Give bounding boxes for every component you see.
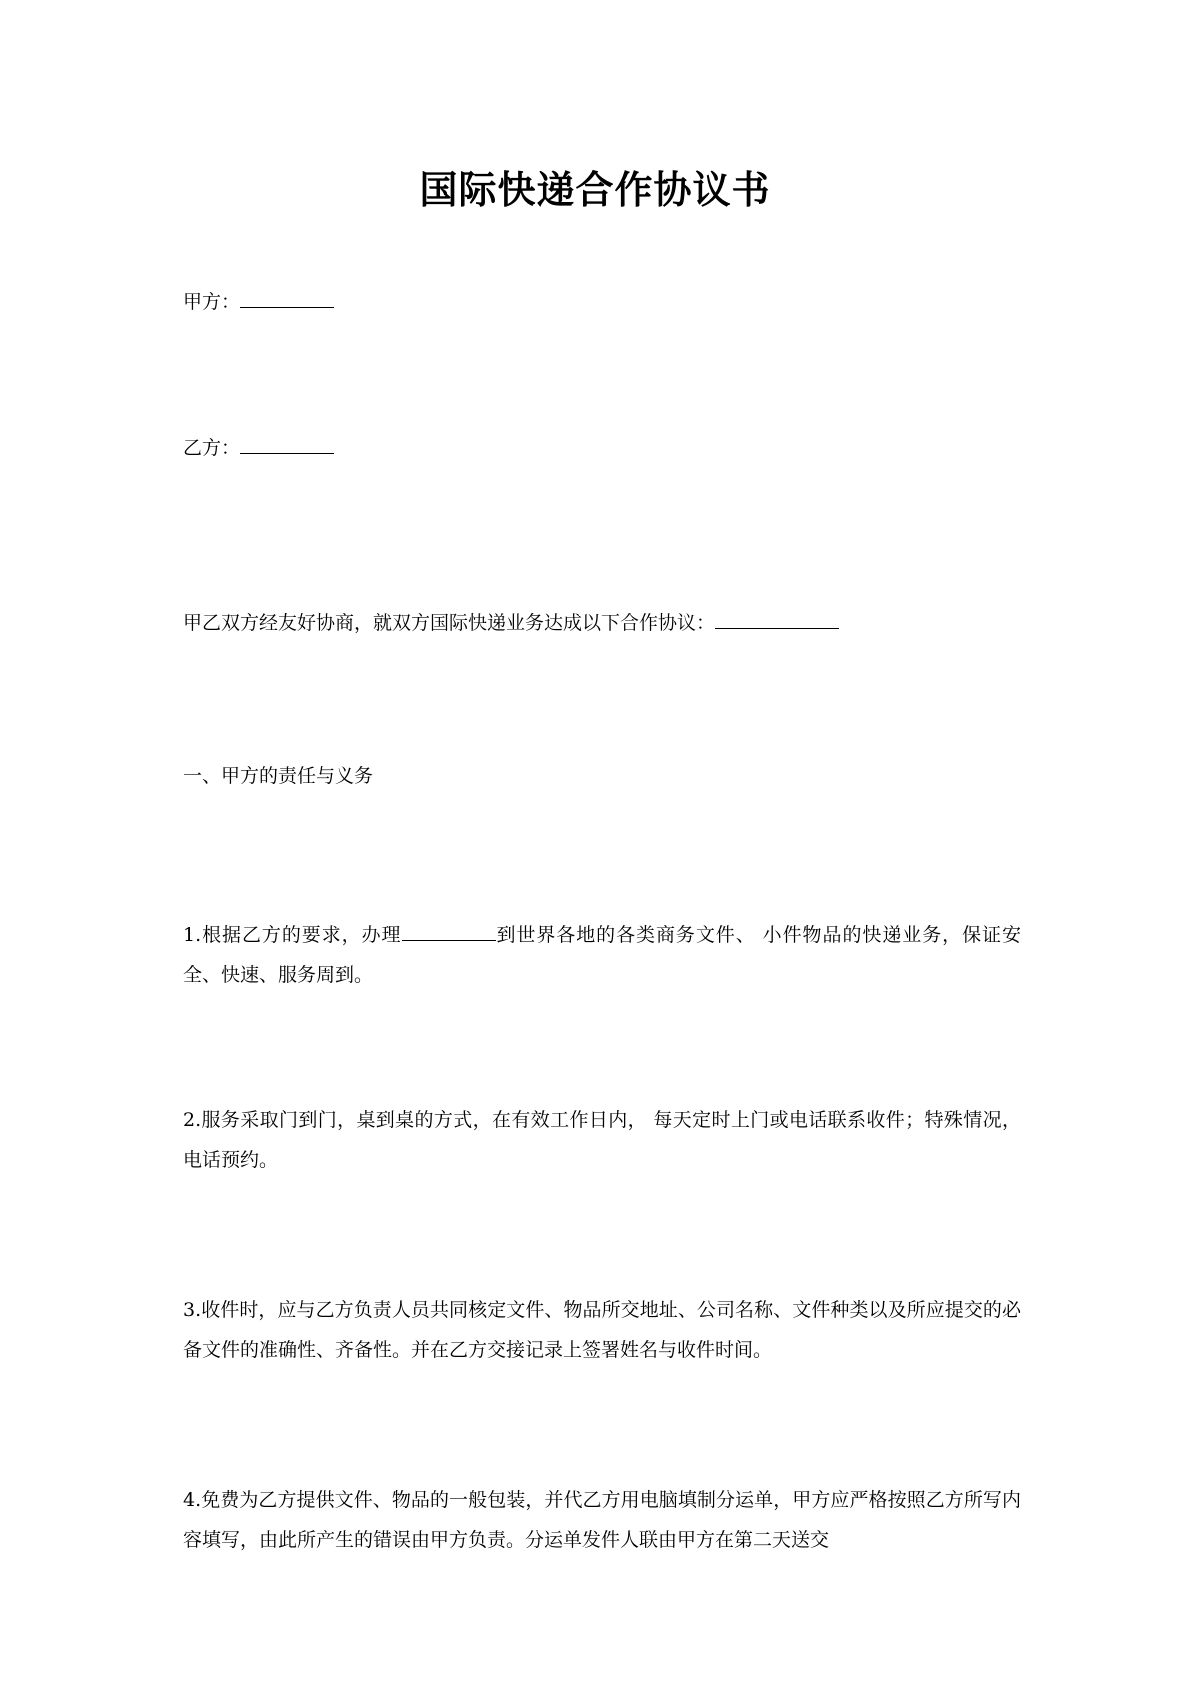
party-a-label: 甲方： xyxy=(183,291,241,313)
intro-blank xyxy=(715,627,839,629)
clause-4: 4.免费为乙方提供文件、物品的一般包装，并代乙方用电脑填制分运单，甲方应严格按照乙方所写内容填写，由此所产生的错误由甲方负责。分运单发件人联由甲方在第二天送交 xyxy=(183,1489,1021,1551)
clause-1-blank xyxy=(402,939,496,941)
clause-2: 2.服务采取门到门，桌到桌的方式，在有效工作日内， 每天定时上门或电话联系收件；特殊情况，电话预约。 xyxy=(183,1109,1021,1171)
party-a-blank xyxy=(240,306,334,308)
intro-line xyxy=(183,603,839,643)
party-b-line xyxy=(183,428,334,468)
section-heading: 一、甲方的责任与义务 xyxy=(183,765,374,787)
clause-3: 3.收件时，应与乙方负责人员共同核定文件、物品所交地址、公司名称、文件种类以及所应提交的必备文件的准确性、齐备性。并在乙方交接记录上签署姓名与收件时间。 xyxy=(183,1299,1021,1361)
party-b-blank xyxy=(240,452,334,454)
document-title: 国际快递合作协议书 xyxy=(419,167,771,212)
intro-text: 甲乙双方经友好协商，就双方国际快递业务达成以下合作协议： xyxy=(183,612,716,634)
clause-1-pre: 1.根据乙方的要求，办理 xyxy=(183,924,402,946)
clause-1-post: 到世界各地的各类商务文件、 小件物品的快递业务，保证安全、快速、服务周到。 xyxy=(183,924,1021,986)
party-b-label: 乙方： xyxy=(183,437,241,459)
clause-1 xyxy=(183,915,1021,995)
party-a-line xyxy=(183,282,334,322)
